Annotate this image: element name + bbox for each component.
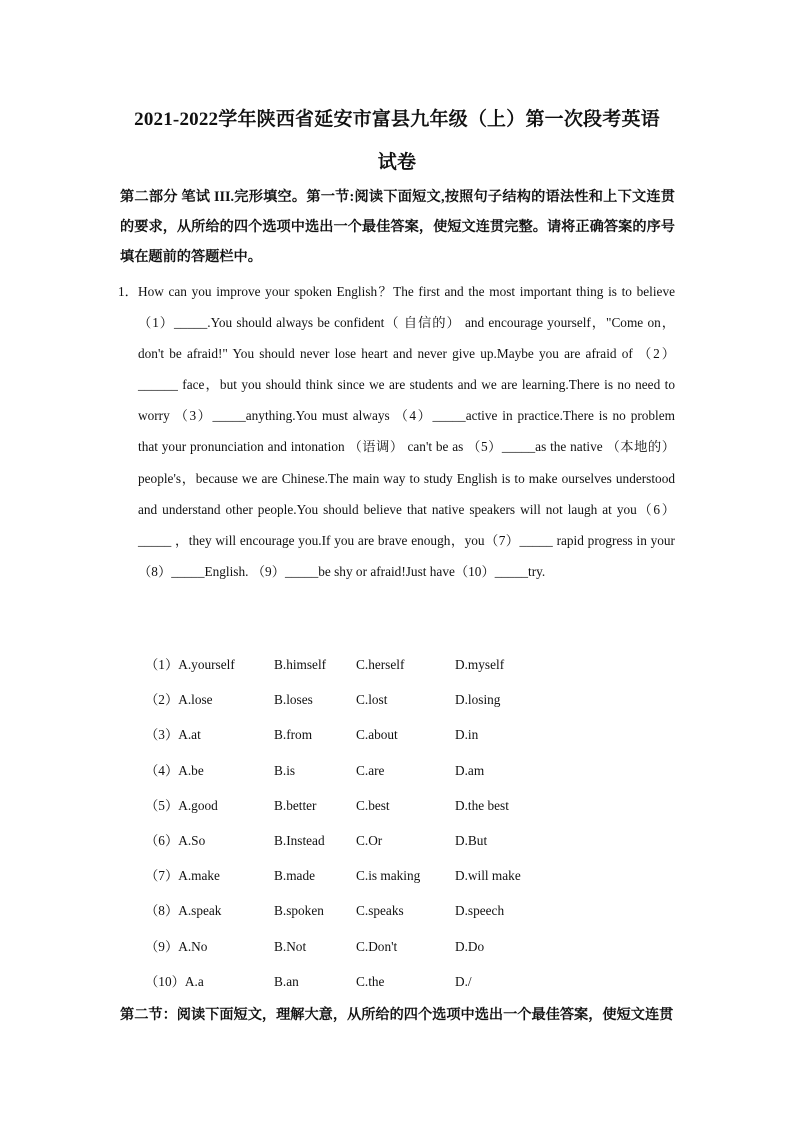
option-row [145, 684, 665, 719]
option-choice: D.the best [455, 797, 509, 813]
option-choice: D.losing [455, 692, 501, 708]
cloze-question [118, 276, 675, 587]
option-choice: B.loses [274, 692, 313, 708]
option-choice: （1）A.yourself [145, 657, 235, 672]
option-choice: B.Instead [274, 832, 325, 848]
option-choice: B.from [274, 727, 313, 743]
option-choice: D.myself [455, 657, 505, 672]
option-row [145, 790, 665, 825]
option-row [145, 825, 665, 860]
option-row [145, 719, 665, 754]
option-choice: （7）A.make [145, 868, 220, 884]
option-choice: （9）A.No [145, 938, 208, 954]
option-choice: D.But [455, 832, 488, 848]
option-choice: （2）A.lose [145, 692, 213, 708]
option-row [145, 895, 665, 930]
option-choice: C.speaks [356, 903, 404, 919]
option-row [145, 860, 665, 895]
section-instruction-2: 第二节：阅读下面短文，理解大意，从所给的四个选项中选出一个最佳答案，使短文连贯 [120, 1007, 674, 1023]
page-title: 2021-2022学年陕西省延安市富县九年级（上）第一次段考英语 [134, 109, 660, 130]
option-row [145, 755, 665, 790]
option-choice: B.himself [274, 657, 327, 672]
option-choice: C.are [356, 762, 385, 778]
option-choice: B.better [274, 797, 317, 813]
option-choice: C.herself [356, 657, 405, 672]
option-choice: （10）A.a [145, 973, 204, 989]
option-choice: D.am [455, 762, 485, 778]
option-choice: （8）A.speak [145, 903, 222, 919]
option-choice: D.Do [455, 938, 485, 954]
option-choice: B.Not [274, 938, 307, 954]
option-row [145, 649, 665, 684]
option-choice: （4）A.be [145, 762, 204, 778]
option-choice: D.in [455, 727, 479, 743]
option-row [145, 931, 665, 966]
option-choice: （5）A.good [145, 797, 218, 813]
option-choice: B.made [274, 868, 315, 884]
option-choice: C.the [356, 973, 385, 989]
option-choice: C.Or [356, 832, 383, 848]
option-choice: C.best [356, 797, 390, 813]
option-choice: C.Don't [356, 938, 398, 954]
option-choice: （3）A.at [145, 727, 201, 743]
option-row [145, 966, 665, 1001]
option-choice: C.lost [356, 692, 388, 708]
options-list [145, 649, 665, 1001]
option-choice: D.will make [455, 868, 521, 884]
option-choice: （6）A.So [145, 832, 206, 848]
option-choice: D./ [455, 973, 472, 989]
option-choice: B.is [274, 762, 296, 778]
option-choice: D.speech [455, 903, 505, 919]
page-title-continued: 试卷 [377, 152, 417, 173]
option-choice: C.is making [356, 868, 421, 884]
option-choice: C.about [356, 727, 398, 743]
question-number: 1． [118, 284, 138, 299]
cloze-passage: How can you improve your spoken English？The first and the most important thing is to believe （1）_____.You should always be confident（ 自信的） and encourage yourself，"Come on，don't be afraid!" You should never lose heart and never give up.Maybe you are afraid of （2）______ face，but you should think since we are students and we are learning.There is no need to worry （3）_____anything.You must always （4）_____active in practice.There is no problem that your pronunciation and intonation （语调） can't be as （5）_____as the native （本地的） people's，because we are Chinese.The main way to study English is to make ourselves understood and understand other people.You should believe that native speakers will not laugh at you（6）_____ ，they will encourage you.If you are brave enough，you（7）_____ rapid progress in your（8）_____English. （9）_____be shy or afraid!Just have（10）_____try. [138, 284, 675, 579]
option-choice: B.spoken [274, 903, 324, 919]
section-instruction: 第二部分 笔试 III.完形填空。第一节:阅读下面短文,按照句子结构的语法性和上下文连贯的要求，从所给的四个选项中选出一个最佳答案，使短文连贯完整。请将正确答案的序号填在题前的答题栏中。 [120, 189, 675, 265]
option-choice: B.an [274, 973, 299, 989]
